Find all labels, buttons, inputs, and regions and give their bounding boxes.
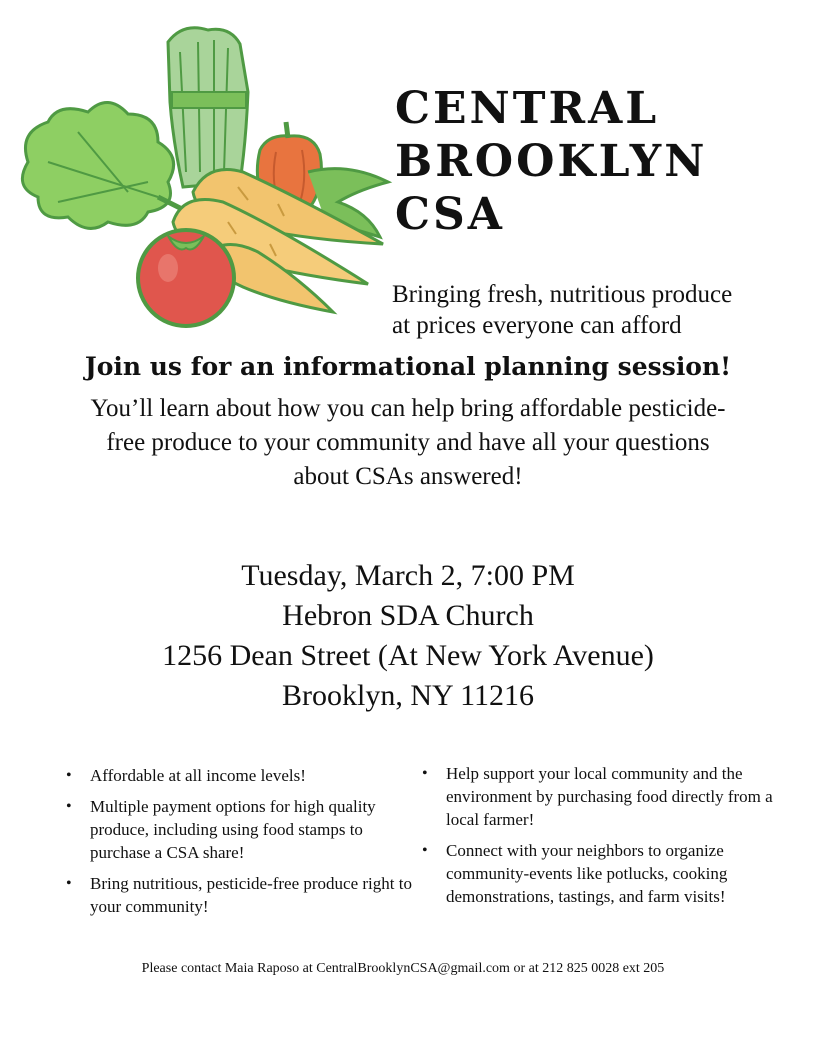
tagline-line: at prices everyone can afford [392,312,682,339]
event-city: Brooklyn, NY 11216 [282,679,534,712]
benefits-list-right [420,762,780,916]
list-item: • Help support your local community and the environment by purchasing food directly from a local farmer! [420,762,780,831]
title-line: CENTRAL [395,83,660,134]
list-item: • Bring nutritious, pesticide-free produce right to your community! [64,872,414,918]
event-address: 1256 Dean Street (At New York Avenue) [162,639,654,672]
page-title [395,82,707,241]
tagline-line: Bringing fresh, nutritious produce [392,281,733,308]
event-details [0,556,816,716]
list-item: • Multiple payment options for high quality produce, including using food stamps to purchase a CSA share! [64,795,414,864]
event-venue: Hebron SDA Church [282,599,534,632]
list-item: • Affordable at all income levels! [64,764,414,787]
contact-line: Please contact Maia Raposo at CentralBrooklynCSA@gmail.com or at 212 825 0028 ext 205 [141,961,665,976]
list-item: • Connect with your neighbors to organize community-events like potlucks, cooking demonstrations, tastings, and farm visits! [420,839,780,908]
tagline [392,279,812,341]
vegetable-illustration [8,22,396,332]
event-date-time: Tuesday, March 2, 7:00 PM [241,559,575,592]
benefits-list-left [64,764,414,926]
title-line: CSA [395,189,505,240]
intro-paragraph: You’ll learn about how you can help bring affordable pesticide-free produce to your community and have all your questions about CSAs answered! [90,395,726,490]
asparagus-icon [168,28,248,187]
headline: Join us for an informational planning session! [84,352,732,381]
title-line: BROOKLYN [395,136,708,187]
tomato-icon [138,230,234,326]
